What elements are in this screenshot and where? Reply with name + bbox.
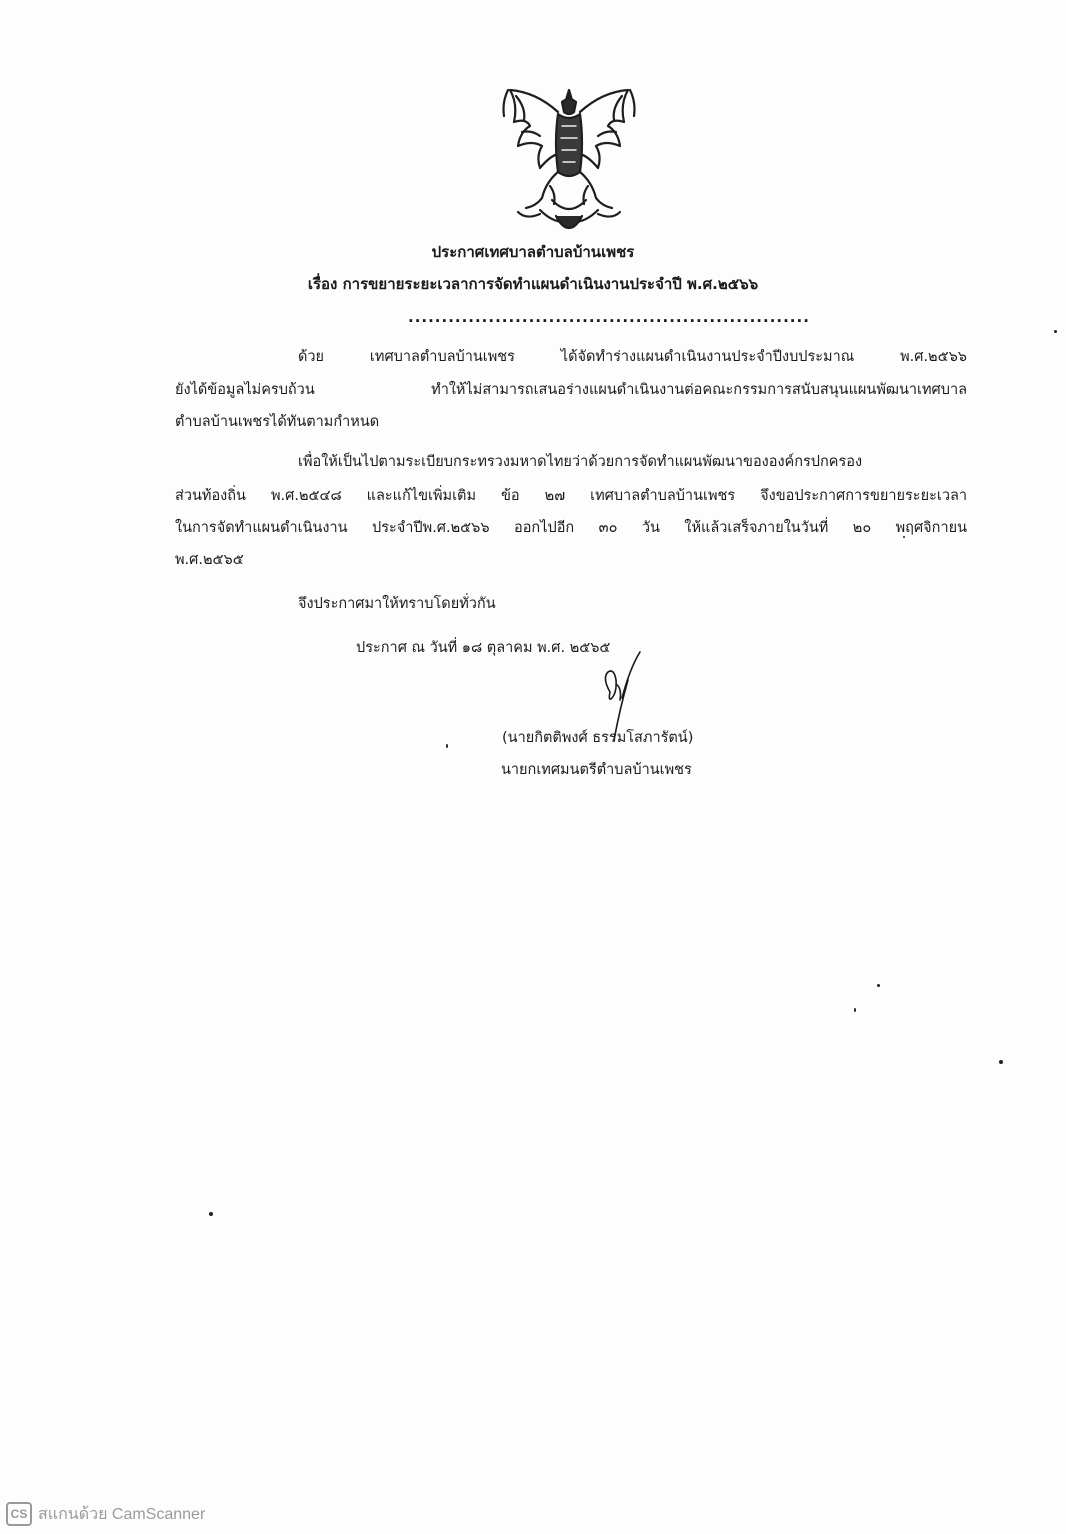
signer-name: (นายกิตติพงศ์ ธรรมโสภารัตน์) [502, 730, 694, 746]
signer-position: นายกเทศมนตรีตำบลบ้านเพชร [501, 762, 692, 778]
scan-speck [854, 1008, 856, 1012]
subject-line: เรื่อง การขยายระยะเวลาการจัดทำแผนดำเนินงานประจำปี พ.ศ.๒๕๖๖ [307, 275, 759, 293]
camscanner-watermark [6, 1500, 205, 1528]
separator-dots: ............................................................ [408, 308, 810, 326]
scan-speck [877, 984, 880, 987]
paragraph-1-line-2: ยังได้ข้อมูลไม่ครบถ้วน ทำให้ไม่สามารถเสนอร่างแผนดำเนินงานต่อคณะกรรมการสนับสนุนแผนพัฒนาเทศบาล [175, 382, 967, 398]
paragraph-2-line-2: ส่วนท้องถิ่น พ.ศ.๒๕๔๘ และแก้ไขเพิ่มเติม ข้อ ๒๗ เทศบาลตำบลบ้านเพชร จึงขอประกาศการขยายระยะเวลา [175, 488, 967, 504]
scan-speck [446, 744, 448, 748]
closing-statement: จึงประกาศมาให้ทราบโดยทั่วกัน [298, 596, 496, 612]
paragraph-2-line-1: เพื่อให้เป็นไปตามระเบียบกระทรวงมหาดไทยว่าด้วยการจัดทำแผนพัฒนาขององค์กรปกครอง [298, 454, 863, 470]
paragraph-2-line-3: ในการจัดทำแผนดำเนินงาน ประจำปีพ.ศ.๒๕๖๖ ออกไปอีก ๓๐ วัน ให้แล้วเสร็จภายในวันที่ ๒๐ พฤศจิกายน [175, 520, 967, 536]
paragraph-2-line-4: พ.ศ.๒๕๖๕ [175, 552, 244, 568]
garuda-emblem-icon [496, 82, 642, 232]
watermark-text: สแกนด้วย CamScanner [38, 1505, 206, 1523]
paragraph-1-line-1: ด้วย เทศบาลตำบลบ้านเพชร ได้จัดทำร่างแผนดำเนินงานประจำปีงบประมาณ พ.ศ.๒๕๖๖ [298, 349, 967, 365]
camscanner-logo-icon: CS [6, 1502, 32, 1526]
scan-speck [209, 1212, 213, 1216]
announcement-date: ประกาศ ณ วันที่ ๑๘ ตุลาคม พ.ศ. ๒๕๖๕ [356, 640, 611, 656]
scan-speck [1054, 330, 1057, 333]
page-title: ประกาศเทศบาลตำบลบ้านเพชร [431, 243, 635, 261]
paragraph-1-line-3: ตำบลบ้านเพชรได้ทันตามกำหนด [175, 414, 380, 430]
scan-speck [903, 536, 905, 538]
scan-speck [999, 1060, 1003, 1064]
